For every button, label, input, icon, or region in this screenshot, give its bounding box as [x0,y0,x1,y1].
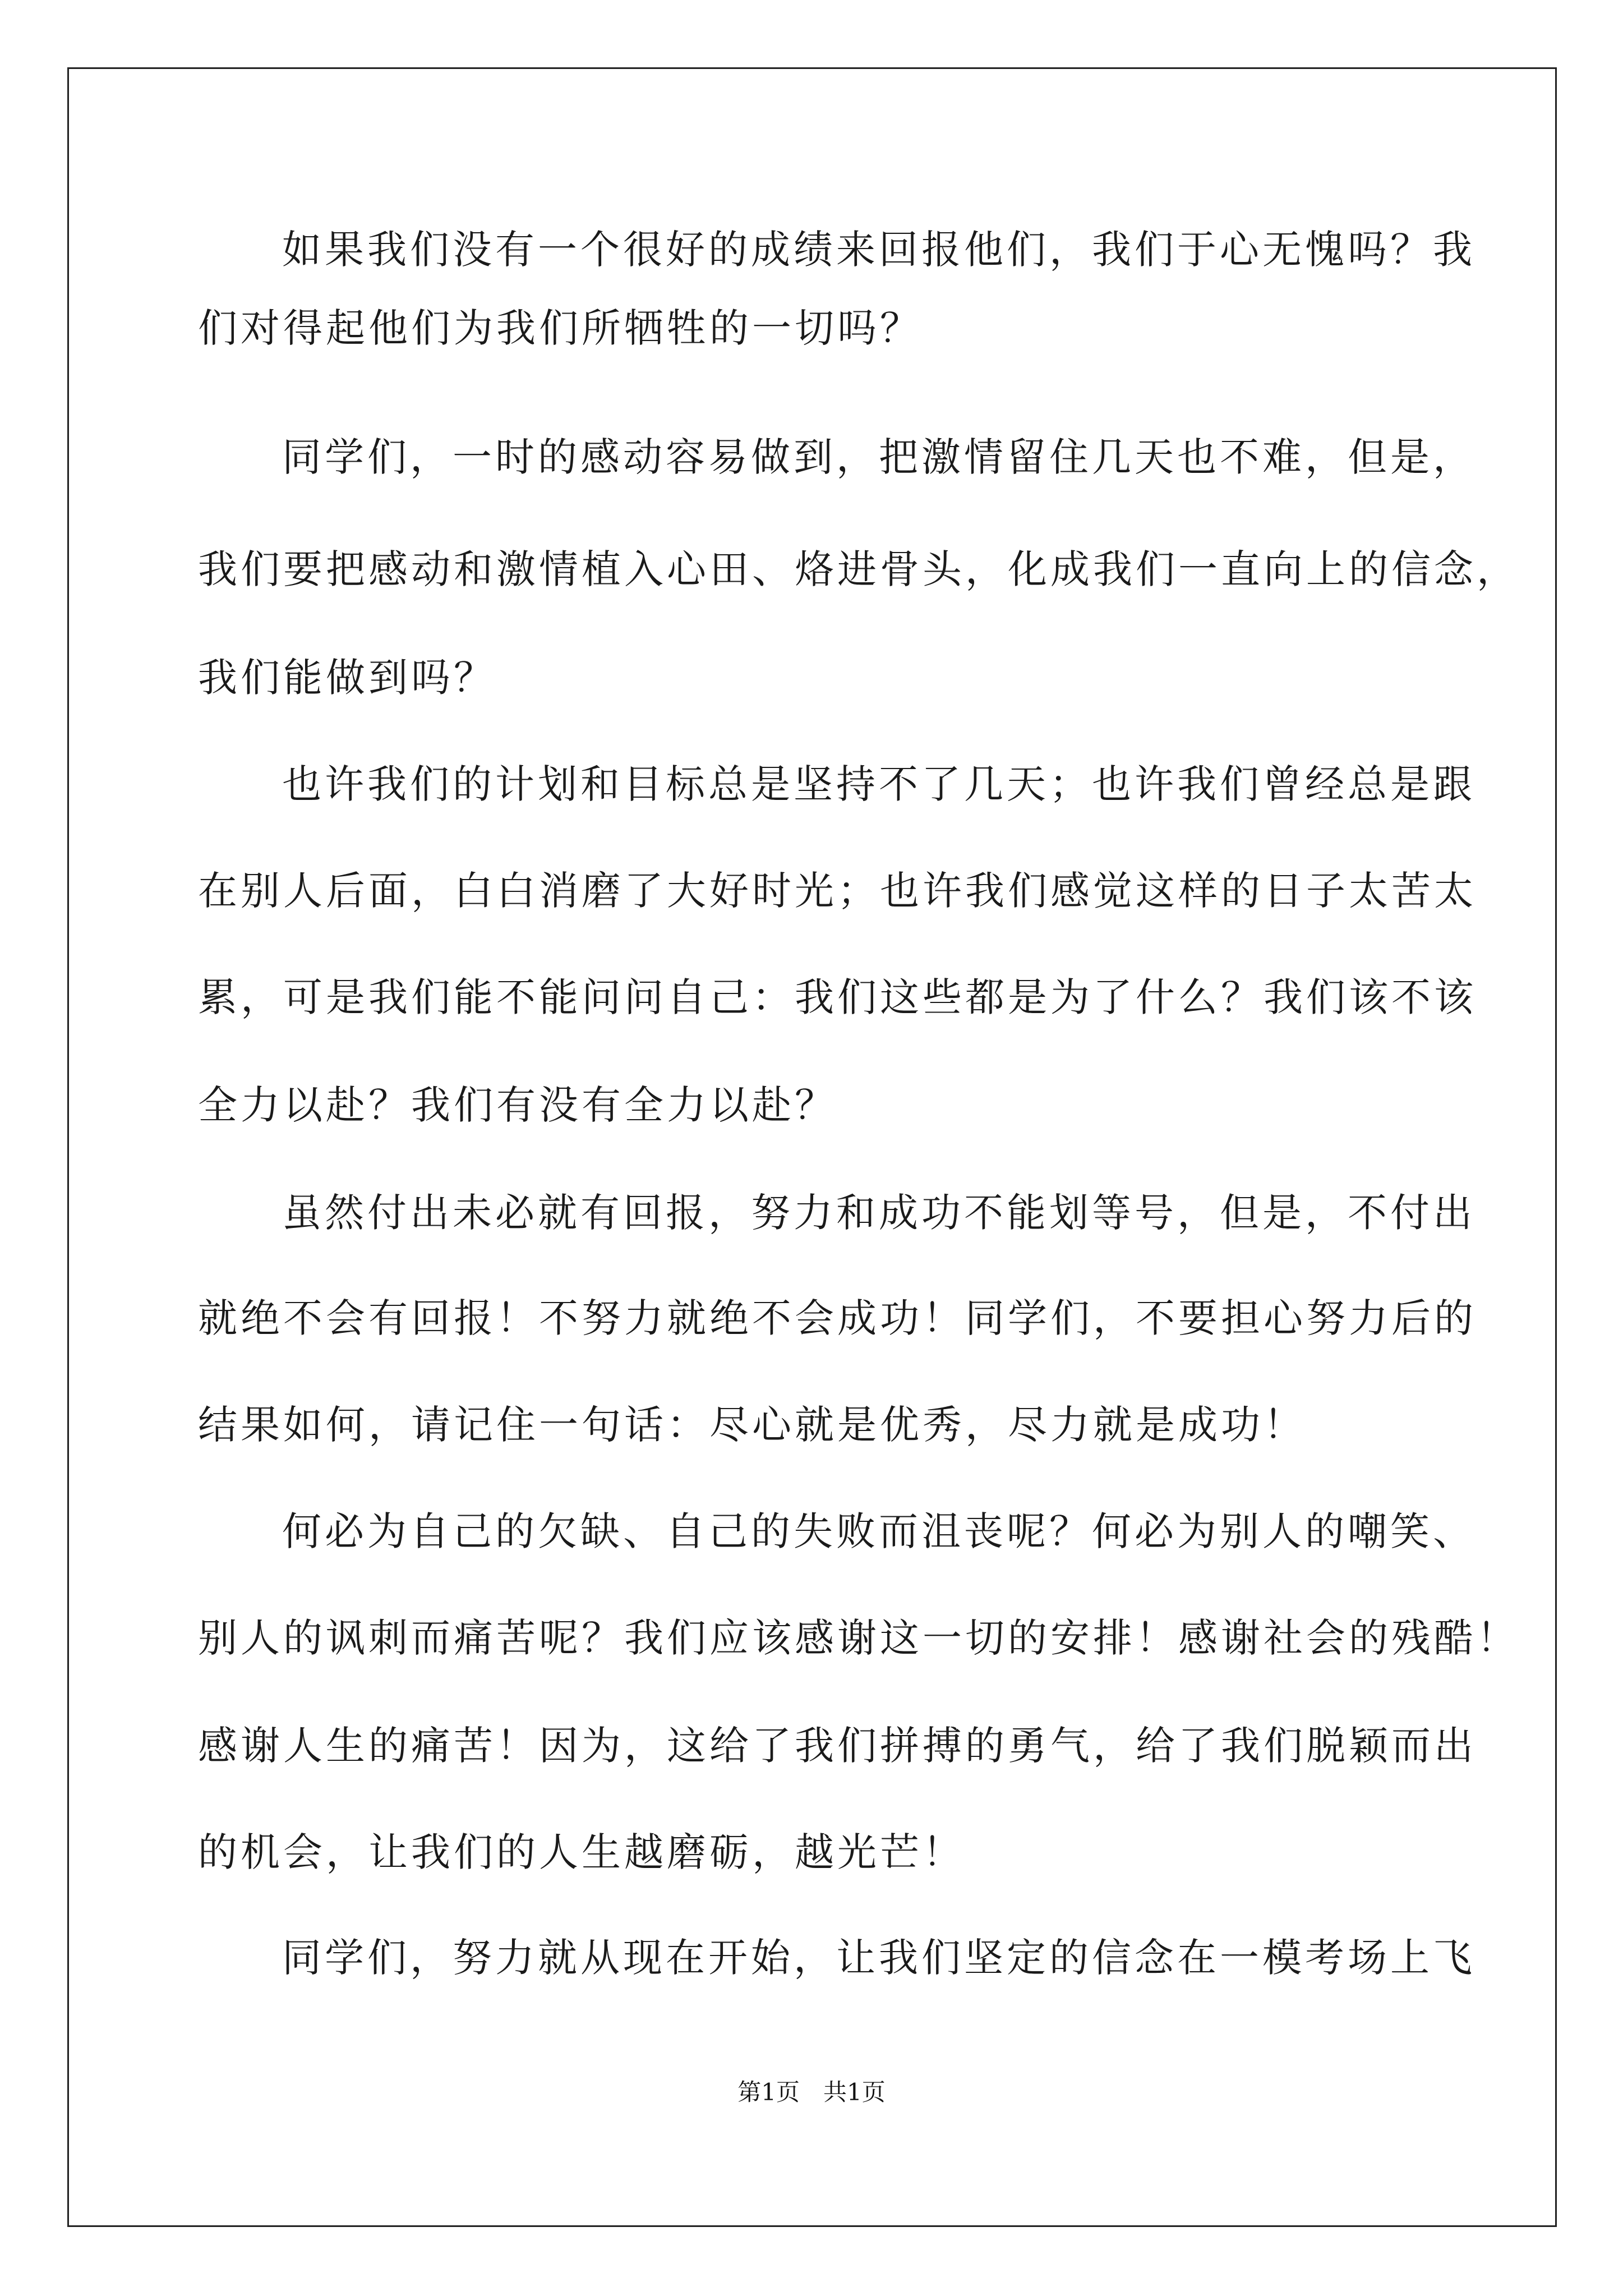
paragraph-3-line-1: 也许我们的计划和目标总是坚持不了几天；也许我们曾经总是跟 [282,761,1476,807]
paragraph-3-line-4: 全力以赴？我们有没有全力以赴？ [198,1082,837,1128]
paragraph-5-line-2: 别人的讽刺而痛苦呢？我们应该感谢这一切的安排！感谢社会的残酷！ [198,1615,1519,1661]
paragraph-4-line-2: 就绝不会有回报！不努力就绝不会成功！同学们，不要担心努力后的 [198,1295,1477,1341]
paragraph-5-line-1: 何必为自己的欠缺、自己的失败而沮丧呢？何必为别人的嘲笑、 [282,1508,1476,1554]
paragraph-3-line-3: 累，可是我们能不能问问自己：我们这些都是为了什么？我们该不该 [198,974,1477,1020]
paragraph-5-line-3: 感谢人生的痛苦！因为，这给了我们拼搏的勇气，给了我们脱颖而出 [198,1723,1477,1769]
page-number-footer: 第1页 共1页 [737,2078,886,2106]
paragraph-5-line-4: 的机会，让我们的人生越磨砺，越光芒！ [198,1829,965,1875]
paragraph-1-line-2: 们对得起他们为我们所牺牲的一切吗？ [198,305,923,351]
paragraph-4-line-3: 结果如何，请记住一句话：尽心就是优秀，尽力就是成功！ [198,1402,1306,1448]
paragraph-2-line-1: 同学们，一时的感动容易做到，把激情留住几天也不难，但是， [282,434,1476,480]
paragraph-6-line-1: 同学们，努力就从现在开始，让我们坚定的信念在一模考场上飞 [282,1935,1476,1981]
page-border [67,67,1557,2227]
paragraph-2-line-3: 我们能做到吗？ [198,655,496,701]
paragraph-1-line-1: 如果我们没有一个很好的成绩来回报他们，我们于心无愧吗？我 [282,227,1476,273]
paragraph-3-line-2: 在别人后面，白白消磨了大好时光；也许我们感觉这样的日子太苦太 [198,868,1477,914]
paragraph-2-line-2: 我们要把感动和激情植入心田、烙进骨头，化成我们一直向上的信念， [198,546,1519,592]
paragraph-4-line-1: 虽然付出未必就有回报，努力和成功不能划等号，但是，不付出 [282,1190,1476,1236]
